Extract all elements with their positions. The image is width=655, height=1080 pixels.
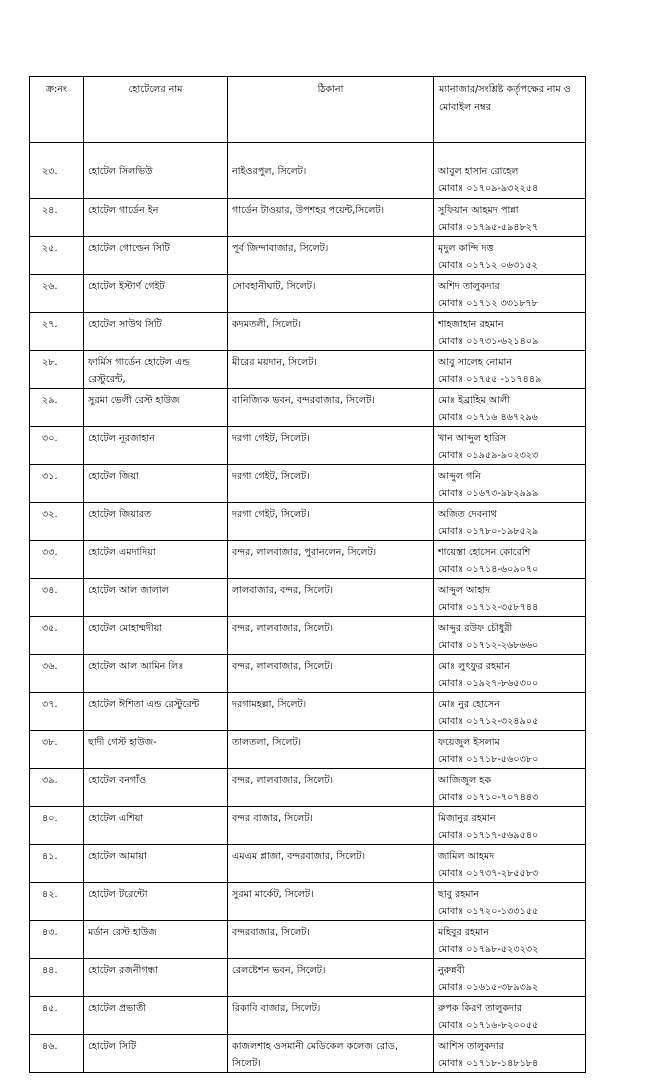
table-row [30, 503, 586, 541]
address-text: এমএম প্লাজা, বন্দরবাজার, সিলেট। [232, 851, 366, 862]
serial-cell: ৩৯. [30, 769, 84, 807]
address-text: নাইওরপুল, সিলেট। [232, 166, 307, 177]
address-cell [228, 199, 434, 237]
address-cell [228, 313, 434, 351]
address-cell [228, 845, 434, 883]
manager-name: মহিবুর রহমান [438, 927, 489, 938]
table-row [30, 199, 586, 237]
hotel-name: হোটেল বনগাঁও [88, 775, 147, 786]
hotel-name-cell [84, 1035, 228, 1073]
table-row [30, 1035, 586, 1073]
table-row [30, 351, 586, 389]
serial-cell: ৪০. [30, 807, 84, 845]
hotel-name-cell [84, 807, 228, 845]
manager-name: আব্দুল গনি [438, 471, 481, 482]
manager-name: আব্দুল আহাদ [438, 585, 491, 596]
manager-cell [434, 351, 586, 389]
address-text: রিকাবি বাজার, সিলেট। [232, 1003, 321, 1014]
manager-mobile: মোবাঃ ০১৭২০-১৩৩১৫৫ [438, 906, 539, 917]
header-address: ঠিকানা [228, 77, 434, 143]
manager-cell [434, 1035, 586, 1073]
manager-mobile: মোবাঃ ০১৯২৭-৮৬৫৩০০ [438, 678, 539, 689]
serial-cell: ৩৪. [30, 579, 84, 617]
address-text: বন্দর, লালবাজার, সিলেট। [232, 661, 334, 672]
manager-cell [434, 731, 586, 769]
serial-cell: ৩০. [30, 427, 84, 465]
address-cell [228, 769, 434, 807]
hotel-name-cell [84, 427, 228, 465]
address-text: লালবাজার, বন্দর, সিলেট। [232, 585, 334, 596]
manager-name: মোঃ ইব্রাহিম আলী [438, 395, 511, 406]
table-row [30, 427, 586, 465]
address-cell [228, 465, 434, 503]
hotel-name: হোটেল সিলভিউ [88, 166, 153, 177]
table-row [30, 769, 586, 807]
serial-cell: ৩৭. [30, 693, 84, 731]
manager-cell [434, 617, 586, 655]
manager-name: খান আব্দুল হারিস [438, 433, 507, 444]
address-cell [228, 883, 434, 921]
manager-name: অশিদ তালুকদার [438, 281, 500, 292]
address-text: পূর্ব জিন্দাবাজার, সিলেট। [232, 243, 329, 254]
address-text: গার্ডেন টাওয়ার, উপশহর পয়েন্ট,সিলেট। [232, 205, 385, 216]
hotel-name-cell [84, 541, 228, 579]
address-text: দরগামহল্লা, সিলেট। [232, 699, 307, 710]
hotel-name: হোটেল গার্ডেন ইন [88, 205, 159, 216]
manager-name: অজিত দেবনাথ [438, 509, 497, 520]
hotel-name: হোটেল ইস্টার্ণ গেইট [88, 281, 165, 292]
manager-mobile: মোবাঃ ০১৯৫৯-৯০২৩২৩ [438, 450, 539, 461]
manager-name: আবুল হাসান রোহেল [438, 166, 519, 177]
manager-cell [434, 579, 586, 617]
manager-mobile: মোবাঃ ০১৭১৪-৬০৯০৭০ [438, 564, 539, 575]
table-row [30, 921, 586, 959]
hotel-name: হোটেল এশিয়া [88, 813, 144, 824]
hotel-name-cell [84, 769, 228, 807]
address-text: বন্দর, লালবাজার, সিলেট। [232, 623, 334, 634]
manager-name: আব্দুর রউফ চৌধুরী [438, 623, 513, 634]
table-row [30, 807, 586, 845]
header-hotel-name: হোটেলের নাম [84, 77, 228, 143]
manager-mobile: মোবাঃ ০১৭৮০-১৯৮৫২৯ [438, 526, 539, 537]
hotel-name-cell [84, 465, 228, 503]
table-row [30, 579, 586, 617]
hotel-name-cell [84, 617, 228, 655]
manager-name: ছাবু রহমান [438, 889, 480, 900]
manager-cell [434, 921, 586, 959]
manager-mobile: মোবাঃ ০১৭৫৫ -১১৭৪৪৯ [438, 374, 542, 385]
table-row [30, 959, 586, 997]
address-text: বন্দর বাজার, সিলেট। [232, 813, 313, 824]
serial-cell: ২৭. [30, 313, 84, 351]
address-cell [228, 731, 434, 769]
hotel-name-cell [84, 997, 228, 1035]
serial-cell: ৪৪. [30, 959, 84, 997]
table-row [30, 389, 586, 427]
manager-name: আজিজুল হক [438, 775, 492, 786]
hotel-name: হোটেল আল আমিন লিঃ [88, 661, 184, 672]
manager-mobile: মোবাঃ ০১৭৯৮-৫২৩২৩২ [438, 944, 539, 955]
address-cell [228, 579, 434, 617]
address-cell [228, 237, 434, 275]
manager-cell [434, 275, 586, 313]
serial-cell: ৪৩. [30, 921, 84, 959]
table-row [30, 731, 586, 769]
address-cell [228, 807, 434, 845]
manager-cell [434, 997, 586, 1035]
hotel-name: হোটেল আমায়া [88, 851, 147, 862]
hotel-name-cell [84, 921, 228, 959]
address-cell [228, 503, 434, 541]
hotel-name: হোটেল সিটি [88, 1041, 137, 1052]
table-row [30, 845, 586, 883]
address-text: তালতলা, সিলেট। [232, 737, 302, 748]
manager-mobile: মোবাঃ ০১৭১৬ ৪৬৭২৯৬ [438, 412, 538, 423]
hotel-name-cell [84, 313, 228, 351]
table-row [30, 465, 586, 503]
manager-mobile: মোবাঃ ০১৭১২-২৬৮৬৬০ [438, 640, 539, 651]
manager-cell [434, 959, 586, 997]
table-row [30, 275, 586, 313]
hotel-name-cell [84, 883, 228, 921]
address-text: রেলষ্টেশন ভবন, সিলেট। [232, 965, 326, 976]
manager-cell [434, 807, 586, 845]
hotel-name-cell [84, 199, 228, 237]
manager-cell [434, 655, 586, 693]
hotel-name: হোটেল প্রভাতী [88, 1003, 147, 1014]
address-cell [228, 655, 434, 693]
table-row [30, 693, 586, 731]
address-text: সুরমা মার্কেট, সিলেট। [232, 889, 314, 900]
manager-cell [434, 313, 586, 351]
manager-name: শাহজাহান রহমান [438, 319, 504, 330]
manager-name: ফয়েজুল ইসলাম [438, 737, 500, 748]
address-text: বন্দরবাজার, সিলেট। [232, 927, 310, 938]
table-row [30, 143, 586, 199]
manager-mobile: মোবাঃ ০১৭১২-৩২৪৯০৫ [438, 716, 539, 727]
serial-cell: ২৫. [30, 237, 84, 275]
table-row [30, 313, 586, 351]
hotel-name: সুরমা ভেলী রেস্ট হাউজ [88, 395, 180, 406]
hotel-name: ফার্মিস গার্ডেন হোটেল এন্ড [88, 357, 190, 368]
hotel-name-cell [84, 389, 228, 427]
manager-cell [434, 427, 586, 465]
manager-cell [434, 693, 586, 731]
manager-mobile: মোবাঃ ০১৭১২ ০৬৩১৫২ [438, 260, 538, 271]
manager-mobile: মোবাঃ ০১৭৩৭-২৮৫৫৮৩ [438, 868, 539, 879]
manager-name: মোঃ নুর হোসেন [438, 699, 500, 710]
header-manager: ম্যানাজার/সংশ্লিষ্ট কর্তৃপক্ষের নাম ও মোবাইল নম্বর [434, 77, 586, 143]
hotel-name-cell [84, 693, 228, 731]
serial-cell: ২৯. [30, 389, 84, 427]
manager-cell [434, 143, 586, 199]
serial-cell: ৩৫. [30, 617, 84, 655]
hotel-name-cell [84, 237, 228, 275]
serial-cell: ৪৫. [30, 997, 84, 1035]
manager-mobile: মোবাঃ ০১৭৩১-৬২১৪০৯ [438, 336, 539, 347]
address-cell [228, 143, 434, 199]
manager-cell [434, 389, 586, 427]
address-cell [228, 427, 434, 465]
manager-name: রুপক কিরণ তালুকদার [438, 1003, 523, 1014]
manager-mobile: মোবাঃ ০১৬৭৩-৯৮২৯৯৯ [438, 488, 539, 499]
serial-cell: ৩১. [30, 465, 84, 503]
hotel-name: হোটেল জিয়ারত [88, 509, 152, 520]
address-text: মীরের ময়দান, সিলেট। [232, 357, 317, 368]
manager-cell [434, 883, 586, 921]
hotel-name-cell [84, 579, 228, 617]
address-text: কাজলশাহ ওসমানী মেডিকেল কলেজ রোড, [232, 1041, 399, 1052]
serial-cell: ৪৬. [30, 1035, 84, 1073]
serial-cell: ৩৩. [30, 541, 84, 579]
serial-cell: ২৩. [30, 143, 84, 199]
hotel-name-cell [84, 503, 228, 541]
manager-name: শায়েস্তা হোসেন কোরেশি [438, 547, 531, 558]
address-cell [228, 351, 434, 389]
hotel-name: হোটেল মোহাম্মদীয়া [88, 623, 163, 634]
manager-mobile: মোবাঃ ০১৭৯৫-৫৯৪৮২৭ [438, 222, 539, 233]
hotel-table [29, 76, 586, 1073]
hotel-name: হোটেল এমদাদিয়া [88, 547, 156, 558]
hotel-name-cell [84, 351, 228, 389]
manager-mobile: মোবাঃ ০১৭১০-৭০৭৪৪৩ [438, 792, 539, 803]
address-cell [228, 1035, 434, 1073]
hotel-name: হোটেল নূরজাহান [88, 433, 155, 444]
table-row [30, 237, 586, 275]
manager-name: মৃদুল কান্দি দত্ত [438, 243, 494, 254]
hotel-name: হোটেল টরেন্টো [88, 889, 148, 900]
manager-mobile: মোবাঃ ০১৭১৭-৫৬৯৫৪০ [438, 830, 539, 841]
serial-cell: ২৬. [30, 275, 84, 313]
table-row [30, 883, 586, 921]
serial-cell: ৩৮. [30, 731, 84, 769]
address-text: বন্দর, লালবাজার, সিলেট। [232, 775, 334, 786]
address-text: কদমতলী, সিলেট। [232, 319, 302, 330]
manager-mobile: মোবাঃ ০১৭১৬-৮২০০৫৫ [438, 1020, 539, 1031]
hotel-name: হোটেল জিয়া [88, 471, 139, 482]
address-text: দরগা গেইট, সিলেট। [232, 471, 310, 482]
serial-cell: ২৪. [30, 199, 84, 237]
address-cell [228, 389, 434, 427]
address-text: বন্দর, লালবাজার, পুরানলেন, সিলেট। [232, 547, 377, 558]
table-row [30, 997, 586, 1035]
hotel-name: হোটেল গোল্ডেন সিটি [88, 243, 170, 254]
address-text: দরগা গেইট, সিলেট। [232, 509, 310, 520]
header-serial: ক্র:নং [30, 77, 84, 143]
hotel-name-cell [84, 959, 228, 997]
manager-mobile: মোবাঃ ০১৬১৫-৩৮৯৩৯২ [438, 982, 539, 993]
address-cell [228, 617, 434, 655]
hotel-name: হোটেল রজনীগন্ধা [88, 965, 158, 976]
serial-cell: ৩৬. [30, 655, 84, 693]
hotel-name-cell [84, 143, 228, 199]
manager-name: সুফিয়ান আহমদ পান্না [438, 205, 519, 216]
address-cell [228, 997, 434, 1035]
manager-cell [434, 541, 586, 579]
address-text: দরগা গেইট, সিলেট। [232, 433, 310, 444]
manager-mobile: মোবাঃ ০১৭১২-৩৫৮৭৪৪ [438, 602, 539, 613]
table-body [30, 143, 586, 1073]
manager-name: আবু সালেহ নোমান [438, 357, 513, 368]
serial-cell: ৪২. [30, 883, 84, 921]
table-row [30, 617, 586, 655]
address-text-line2: সিলেট। [232, 1058, 261, 1069]
address-cell [228, 693, 434, 731]
hotel-name: হোটেল সাউথ সিটি [88, 319, 162, 330]
manager-cell [434, 199, 586, 237]
manager-cell [434, 503, 586, 541]
address-cell [228, 275, 434, 313]
serial-cell: ৪১. [30, 845, 84, 883]
manager-cell [434, 237, 586, 275]
manager-mobile: মোবাঃ ০১৭১২ ৩৩১৮৭৮ [438, 298, 538, 309]
manager-cell [434, 845, 586, 883]
table-row [30, 541, 586, 579]
hotel-name-cell [84, 845, 228, 883]
manager-mobile: মোবাঃ ০১৭১৮-১৪৮১৮৪ [438, 1058, 539, 1069]
manager-cell [434, 769, 586, 807]
address-cell [228, 959, 434, 997]
manager-mobile: মোবাঃ ০১৭১৮-৫৬০৩৮০ [438, 754, 539, 765]
manager-name: নুরুন্নবী [438, 965, 465, 976]
hotel-name: হোটেল আল জালাল [88, 585, 169, 596]
address-text: সোবহানীঘাট, সিলেট। [232, 281, 316, 292]
table-row [30, 655, 586, 693]
hotel-name-line2: রেস্টুরেন্ট, [88, 374, 126, 385]
manager-name: জামিল আহমদ [438, 851, 495, 862]
serial-cell: ২৮. [30, 351, 84, 389]
manager-name: মোঃ লুৎফুর রহমান [438, 661, 510, 672]
serial-cell: ৩২. [30, 503, 84, 541]
manager-name: আশিস তালুকদার [438, 1041, 504, 1052]
hotel-name: মর্ডান রেস্ট হাউজ [88, 927, 157, 938]
hotel-name-cell [84, 275, 228, 313]
manager-cell [434, 465, 586, 503]
address-text: বানিজ্যিক ভবন, বন্দরবাজার, সিলেট। [232, 395, 375, 406]
address-cell [228, 541, 434, 579]
hotel-name-cell [84, 731, 228, 769]
hotel-name-cell [84, 655, 228, 693]
manager-mobile: মোবাঃ ০১৭০৯-৯৩২২৫৪ [438, 183, 539, 194]
address-cell [228, 921, 434, 959]
hotel-name: ছাদী গেস্ট হাউজ- [88, 737, 157, 748]
table-header-row [30, 77, 586, 143]
manager-name: মিজানুর রহমান [438, 813, 496, 824]
hotel-name: হোটেল ঈশিতা এন্ড রেস্টুরেন্ট [88, 699, 200, 710]
